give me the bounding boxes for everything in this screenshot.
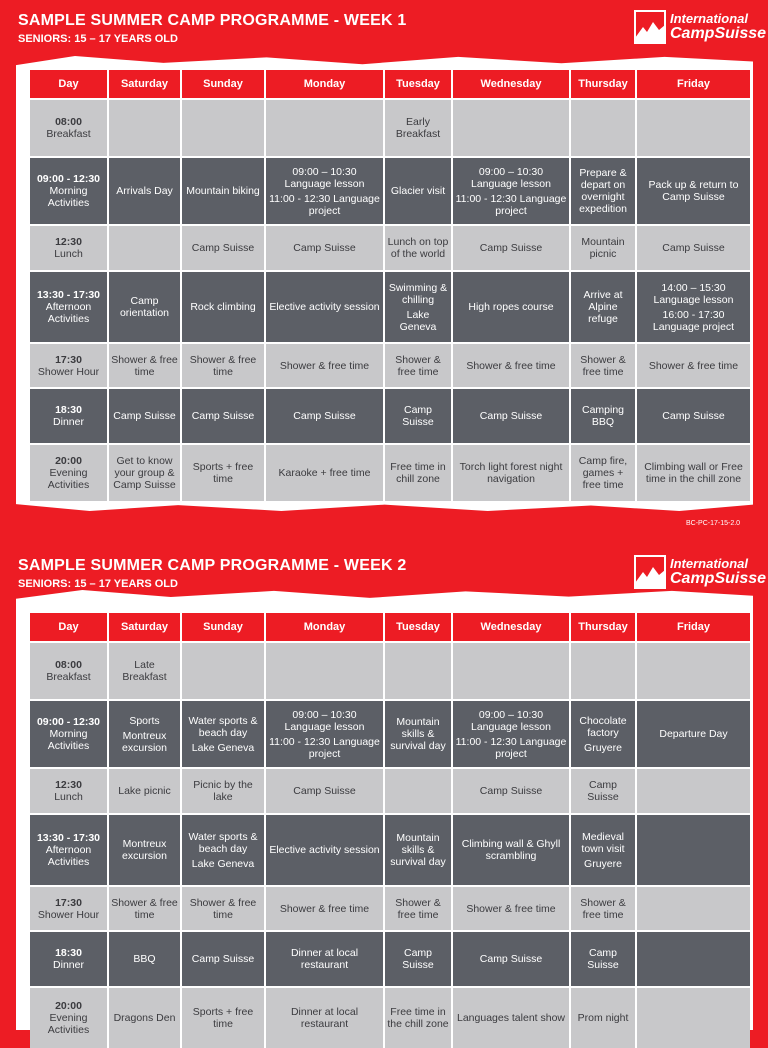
column-header-sunday: Sunday bbox=[182, 70, 264, 98]
cell-text: Shower & free time bbox=[395, 353, 441, 378]
schedule-cell bbox=[637, 887, 750, 930]
schedule-cell bbox=[109, 643, 180, 699]
row-time: 17:30 bbox=[55, 353, 82, 366]
cell-text: Shower & free time bbox=[111, 353, 178, 378]
cell-text: Shower & free time bbox=[466, 359, 556, 372]
schedule-cell bbox=[266, 445, 383, 501]
row-time: 20:00 bbox=[55, 1000, 82, 1012]
schedule-cell bbox=[182, 887, 264, 930]
schedule-cell bbox=[182, 932, 264, 986]
schedule-cell bbox=[266, 344, 383, 387]
schedule-cell bbox=[109, 445, 180, 501]
schedule-cell bbox=[182, 988, 264, 1048]
schedule-cell bbox=[182, 701, 264, 767]
schedule-cell bbox=[266, 988, 383, 1048]
schedule-cell bbox=[385, 445, 451, 501]
schedule-cell bbox=[571, 344, 635, 387]
row-label bbox=[30, 272, 107, 342]
schedule-cell bbox=[453, 815, 569, 885]
cell-text: Camp Suisse bbox=[402, 404, 434, 428]
schedule-cell bbox=[109, 988, 180, 1048]
schedule-cell bbox=[385, 643, 451, 699]
cell-text: Camp Suisse bbox=[479, 785, 543, 797]
cell-text: Dragons Den bbox=[113, 1012, 176, 1024]
column-header-wednesday: Wednesday bbox=[453, 613, 569, 641]
cell-text: Lake Geneva bbox=[399, 308, 437, 333]
schedule-cell bbox=[109, 815, 180, 885]
schedule-cell bbox=[453, 887, 569, 930]
column-header-monday: Monday bbox=[266, 70, 383, 98]
row-activity-label: Lunch bbox=[54, 791, 83, 803]
schedule-cell bbox=[453, 389, 569, 443]
schedule-cell bbox=[266, 226, 383, 270]
row-activity-label: Afternoon Activities bbox=[45, 844, 92, 868]
cell-text: Dinner at local restaurant bbox=[290, 1006, 359, 1030]
cell-text: Prom night bbox=[577, 1012, 629, 1024]
row-label bbox=[30, 815, 107, 885]
cell-text: Camp Suisse bbox=[662, 242, 725, 254]
schedule-cell bbox=[571, 158, 635, 224]
schedule-cell bbox=[385, 226, 451, 270]
cell-text: Montreux excursion bbox=[122, 838, 167, 862]
cell-text: Pack up & return to Camp Suisse bbox=[648, 179, 739, 203]
schedule-cell bbox=[571, 445, 635, 501]
schedule-cell bbox=[385, 701, 451, 767]
cell-text: Karaoke + free time bbox=[278, 467, 371, 479]
cell-text: Camp Suisse bbox=[402, 947, 434, 971]
cell-text: 11:00 - 12:30 Language project bbox=[455, 735, 567, 760]
schedule-cell bbox=[637, 932, 750, 986]
cell-text: Free time in the chill zone bbox=[387, 1006, 449, 1030]
week-2-schedule-table bbox=[30, 613, 750, 1048]
row-activity-label: Evening Activities bbox=[47, 467, 90, 491]
row-time: 13:30 - 17:30 bbox=[36, 832, 101, 844]
schedule-cell bbox=[453, 445, 569, 501]
cell-text: Sports bbox=[129, 714, 160, 727]
cell-text: Camp Suisse bbox=[293, 785, 356, 797]
row-label bbox=[30, 226, 107, 270]
row-time: 12:30 bbox=[55, 779, 82, 791]
schedule-cell bbox=[453, 988, 569, 1048]
schedule-cell bbox=[571, 226, 635, 270]
cell-text: Water sports & beach day bbox=[188, 714, 258, 739]
cell-text: Prepare & depart on overnight expedition bbox=[579, 167, 627, 215]
column-header-tuesday: Tuesday bbox=[385, 613, 451, 641]
week-2-title: SAMPLE SUMMER CAMP PROGRAMME - WEEK 2 bbox=[18, 557, 407, 574]
schedule-cell bbox=[182, 272, 264, 342]
schedule-cell bbox=[637, 226, 750, 270]
row-activity-label: Evening Activities bbox=[47, 1012, 90, 1036]
row-time: 20:00 bbox=[55, 455, 82, 467]
schedule-cell bbox=[109, 932, 180, 986]
cell-text: Shower & free time bbox=[395, 896, 441, 921]
cell-text: Departure Day bbox=[659, 728, 728, 740]
document-code: BC-PC-17-15-2.0 bbox=[686, 520, 741, 527]
schedule-cell bbox=[571, 988, 635, 1048]
schedule-cell bbox=[266, 158, 383, 224]
schedule-cell bbox=[637, 272, 750, 342]
cell-text: Arrivals Day bbox=[116, 185, 173, 197]
schedule-cell bbox=[182, 344, 264, 387]
row-time: 09:00 - 12:30 bbox=[36, 173, 101, 185]
week-1-title: SAMPLE SUMMER CAMP PROGRAMME - WEEK 1 bbox=[18, 12, 407, 29]
column-header-thursday: Thursday bbox=[571, 613, 635, 641]
schedule-cell bbox=[385, 389, 451, 443]
schedule-cell bbox=[182, 643, 264, 699]
schedule-cell bbox=[109, 344, 180, 387]
cell-text: Lake picnic bbox=[118, 785, 171, 797]
row-time: 08:00 bbox=[55, 116, 82, 128]
row-label bbox=[30, 769, 107, 813]
cell-text: Lunch on top of the world bbox=[387, 236, 449, 260]
row-activity-label: Lunch bbox=[54, 248, 83, 260]
schedule-cell bbox=[182, 158, 264, 224]
schedule-cell bbox=[109, 100, 180, 156]
cell-text: Camping BBQ bbox=[581, 404, 625, 428]
row-activity-label: Afternoon Activities bbox=[45, 301, 92, 325]
cell-text: Camp Suisse bbox=[293, 242, 356, 254]
cell-text: Camp orientation bbox=[119, 295, 170, 319]
cell-text: 11:00 - 12:30 Language project bbox=[269, 735, 380, 760]
cell-text: 09:00 – 10:30 Language lesson bbox=[471, 165, 551, 190]
cell-text: 14:00 – 15:30 Language lesson bbox=[653, 281, 734, 306]
cell-text: Shower & free time bbox=[648, 359, 739, 372]
schedule-cell bbox=[182, 769, 264, 813]
cell-text: Arrive at Alpine refuge bbox=[583, 289, 623, 325]
column-header-saturday: Saturday bbox=[109, 613, 180, 641]
column-header-friday: Friday bbox=[637, 613, 750, 641]
cell-text: Climbing wall or Free time in the chill zone bbox=[644, 461, 743, 485]
cell-text: Dinner at local restaurant bbox=[290, 947, 359, 971]
cell-text: Water sports & beach day bbox=[188, 830, 258, 855]
cell-text: Camp Suisse bbox=[479, 410, 543, 422]
cell-text: Early Breakfast bbox=[395, 116, 441, 140]
schedule-cell bbox=[637, 988, 750, 1048]
schedule-cell bbox=[637, 445, 750, 501]
row-activity-label: Breakfast bbox=[46, 128, 91, 140]
column-header-friday: Friday bbox=[637, 70, 750, 98]
cell-text: Swimming & chilling bbox=[388, 281, 448, 306]
schedule-cell bbox=[571, 815, 635, 885]
schedule-cell bbox=[266, 389, 383, 443]
row-label bbox=[30, 158, 107, 224]
row-activity-label: Dinner bbox=[53, 416, 84, 428]
row-activity-label: Dinner bbox=[53, 959, 84, 971]
cell-text: Picnic by the lake bbox=[193, 779, 253, 803]
cell-text: Lake Geneva bbox=[191, 741, 255, 754]
cell-text: High ropes course bbox=[468, 301, 554, 313]
cell-text: 09:00 – 10:30 Language lesson bbox=[284, 165, 365, 190]
schedule-cell bbox=[637, 815, 750, 885]
schedule-cell bbox=[109, 226, 180, 270]
schedule-cell bbox=[385, 100, 451, 156]
schedule-cell bbox=[266, 100, 383, 156]
cell-text: Shower & free time bbox=[279, 902, 370, 915]
schedule-cell bbox=[182, 815, 264, 885]
schedule-cell bbox=[453, 100, 569, 156]
week-1-subtitle: SENIORS: 15 – 17 YEARS OLD bbox=[18, 33, 178, 45]
schedule-cell bbox=[637, 643, 750, 699]
cell-text: 11:00 - 12:30 Language project bbox=[269, 192, 380, 217]
cell-text: Shower & free time bbox=[189, 353, 257, 378]
schedule-cell bbox=[266, 701, 383, 767]
cell-text: Camp Suisse bbox=[191, 953, 255, 965]
schedule-cell bbox=[266, 815, 383, 885]
cell-text: Mountain skills & survival day bbox=[390, 832, 446, 868]
row-label bbox=[30, 932, 107, 986]
cell-text: Glacier visit bbox=[390, 185, 446, 197]
cell-text: Gruyere bbox=[584, 857, 622, 870]
cell-text: Shower & free time bbox=[189, 896, 257, 921]
cell-text: Medieval town visit bbox=[581, 830, 625, 855]
cell-text: Camp Suisse bbox=[479, 953, 543, 965]
schedule-cell bbox=[453, 272, 569, 342]
column-header-day: Day bbox=[30, 613, 107, 641]
cell-text: Camp Suisse bbox=[587, 947, 619, 971]
row-activity-label: Morning Activities bbox=[47, 185, 90, 209]
cell-text: Lake Geneva bbox=[191, 857, 255, 870]
schedule-cell bbox=[385, 158, 451, 224]
cell-text: Languages talent show bbox=[457, 1012, 565, 1024]
cell-text: Camp Suisse bbox=[191, 410, 255, 422]
schedule-cell bbox=[571, 389, 635, 443]
cell-text: Mountain picnic bbox=[581, 236, 625, 260]
cell-text: Shower & free time bbox=[111, 896, 178, 921]
row-time: 17:30 bbox=[55, 896, 82, 909]
schedule-cell bbox=[385, 344, 451, 387]
row-label bbox=[30, 988, 107, 1048]
schedule-cell bbox=[182, 445, 264, 501]
schedule-cell bbox=[266, 272, 383, 342]
row-label bbox=[30, 643, 107, 699]
schedule-cell bbox=[453, 344, 569, 387]
cell-text: Torch light forest night navigation bbox=[459, 461, 563, 485]
row-label bbox=[30, 445, 107, 501]
schedule-cell bbox=[385, 932, 451, 986]
cell-text: Free time in chill zone bbox=[390, 461, 446, 485]
schedule-cell bbox=[266, 643, 383, 699]
schedule-cell bbox=[182, 226, 264, 270]
schedule-cell bbox=[182, 389, 264, 443]
cell-text: 11:00 - 12:30 Language project bbox=[455, 192, 567, 217]
schedule-cell bbox=[385, 887, 451, 930]
schedule-cell bbox=[453, 769, 569, 813]
schedule-cell bbox=[109, 887, 180, 930]
row-time: 13:30 - 17:30 bbox=[36, 289, 101, 301]
schedule-cell bbox=[385, 988, 451, 1048]
camp-suisse-logo bbox=[634, 10, 767, 46]
row-label bbox=[30, 701, 107, 767]
schedule-cell bbox=[571, 769, 635, 813]
schedule-cell bbox=[109, 389, 180, 443]
cell-text: 09:00 – 10:30 Language lesson bbox=[471, 708, 551, 733]
cell-text: 09:00 – 10:30 Language lesson bbox=[284, 708, 365, 733]
schedule-cell bbox=[109, 158, 180, 224]
cell-text: Shower & free time bbox=[466, 902, 556, 915]
cell-text: Sports + free time bbox=[192, 1006, 254, 1030]
row-time: 08:00 bbox=[55, 659, 82, 671]
row-label bbox=[30, 887, 107, 930]
cell-text: Shower & free time bbox=[279, 359, 370, 372]
schedule-cell bbox=[266, 887, 383, 930]
cell-text: Chocolate factory bbox=[579, 714, 627, 739]
week-1-schedule-table bbox=[30, 70, 750, 501]
cell-text: Climbing wall & Ghyll scrambling bbox=[461, 838, 561, 862]
cell-text: Mountain skills & survival day bbox=[390, 716, 446, 752]
schedule-cell bbox=[637, 158, 750, 224]
cell-text: Mountain biking bbox=[186, 185, 260, 197]
row-time: 09:00 - 12:30 bbox=[36, 716, 101, 728]
column-header-monday: Monday bbox=[266, 613, 383, 641]
column-header-tuesday: Tuesday bbox=[385, 70, 451, 98]
cell-text: Elective activity session bbox=[269, 844, 380, 856]
mountain-logo-icon bbox=[634, 555, 666, 589]
cell-text: Camp fire, games + free time bbox=[578, 455, 628, 491]
row-label bbox=[30, 344, 107, 387]
schedule-cell bbox=[571, 643, 635, 699]
row-activity-label: Morning Activities bbox=[47, 728, 90, 752]
schedule-cell bbox=[266, 932, 383, 986]
cell-text: Camp Suisse bbox=[293, 410, 356, 422]
logo-text-line2: CampSuisse bbox=[670, 570, 767, 587]
cell-text: BBQ bbox=[133, 953, 156, 965]
column-header-saturday: Saturday bbox=[109, 70, 180, 98]
logo-text-line1: International bbox=[670, 11, 749, 26]
cell-text: Sports + free time bbox=[192, 461, 254, 485]
schedule-cell bbox=[453, 701, 569, 767]
schedule-cell bbox=[453, 932, 569, 986]
schedule-cell bbox=[109, 701, 180, 767]
schedule-cell bbox=[453, 643, 569, 699]
row-label bbox=[30, 100, 107, 156]
row-time: 18:30 bbox=[55, 404, 82, 416]
week-2-subtitle: SENIORS: 15 – 17 YEARS OLD bbox=[18, 578, 178, 590]
cell-text: Camp Suisse bbox=[479, 242, 543, 254]
logo-text-line2: CampSuisse bbox=[670, 25, 767, 42]
cell-text: Montreux excursion bbox=[122, 729, 167, 754]
schedule-cell bbox=[182, 100, 264, 156]
schedule-cell bbox=[453, 226, 569, 270]
row-label bbox=[30, 389, 107, 443]
cell-text: Get to know your group & Camp Suisse bbox=[113, 455, 176, 491]
row-activity-label: Breakfast bbox=[46, 671, 91, 683]
column-header-wednesday: Wednesday bbox=[453, 70, 569, 98]
cell-text: Shower & free time bbox=[580, 353, 626, 378]
cell-text: Shower & free time bbox=[580, 896, 626, 921]
cell-text: 16:00 - 17:30 Language project bbox=[652, 308, 735, 333]
column-header-sunday: Sunday bbox=[182, 613, 264, 641]
schedule-cell bbox=[453, 158, 569, 224]
schedule-cell bbox=[266, 769, 383, 813]
column-header-day: Day bbox=[30, 70, 107, 98]
schedule-cell bbox=[637, 389, 750, 443]
schedule-cell bbox=[385, 272, 451, 342]
cell-text: Camp Suisse bbox=[587, 779, 619, 803]
cell-text: Camp Suisse bbox=[662, 410, 725, 422]
row-activity-label: Shower Hour bbox=[37, 908, 100, 921]
cell-text: Rock climbing bbox=[190, 301, 256, 313]
schedule-cell bbox=[571, 887, 635, 930]
cell-text: Camp Suisse bbox=[191, 242, 255, 254]
cell-text: Late Breakfast bbox=[122, 659, 167, 683]
logo-text-line1: International bbox=[670, 556, 749, 571]
schedule-cell bbox=[385, 769, 451, 813]
schedule-cell bbox=[571, 701, 635, 767]
schedule-cell bbox=[637, 344, 750, 387]
row-time: 12:30 bbox=[55, 236, 82, 248]
schedule-cell bbox=[637, 701, 750, 767]
cell-text: Gruyere bbox=[584, 741, 622, 754]
schedule-cell bbox=[571, 932, 635, 986]
column-header-thursday: Thursday bbox=[571, 70, 635, 98]
schedule-cell bbox=[571, 100, 635, 156]
row-activity-label: Shower Hour bbox=[37, 365, 100, 378]
schedule-cell bbox=[109, 769, 180, 813]
week-2-section bbox=[0, 545, 768, 1036]
camp-suisse-logo bbox=[634, 555, 767, 591]
row-time: 18:30 bbox=[55, 947, 82, 959]
cell-text: Camp Suisse bbox=[113, 410, 176, 422]
schedule-cell bbox=[385, 815, 451, 885]
schedule-cell bbox=[637, 100, 750, 156]
cell-text: Elective activity session bbox=[269, 301, 380, 313]
schedule-cell bbox=[109, 272, 180, 342]
schedule-cell bbox=[637, 769, 750, 813]
mountain-logo-icon bbox=[634, 10, 666, 44]
schedule-cell bbox=[571, 272, 635, 342]
